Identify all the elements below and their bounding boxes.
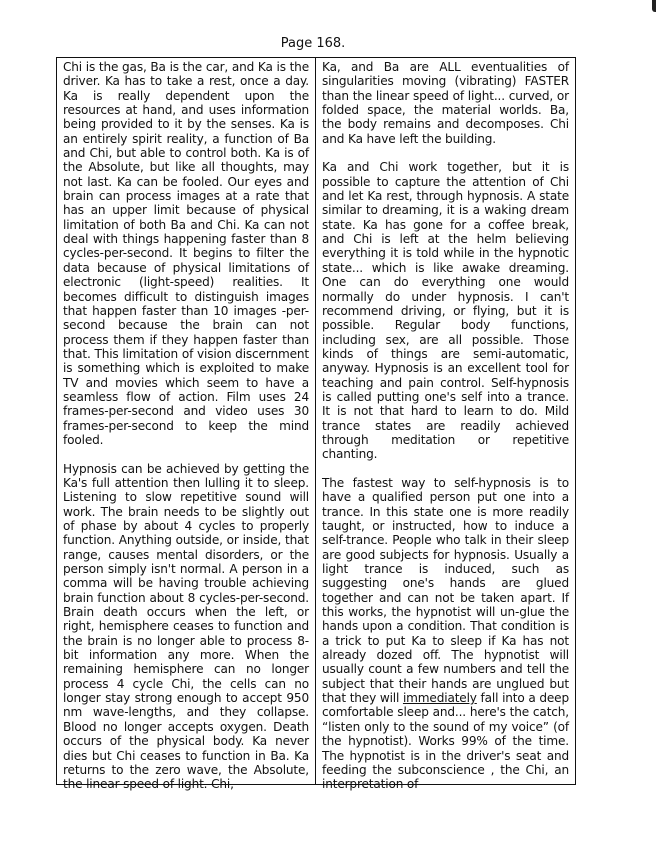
paragraph xyxy=(322,476,569,792)
left-column xyxy=(57,58,316,792)
page-number: Page 168. xyxy=(280,36,346,51)
paragraph: Chi is the gas, Ba is the car, and Ka is the driver. Ka has to take a rest, once a day. Ka is really dependent upon the resources at hand, and uses information being provided to it by the senses. Ka is an entirely spirit reality, a function of Ba and Chi, but able to control both. Ka is of the Absolute, but like all thoughts, may not last. Ka can be fooled. Our eyes and brain can process images at a rate that has an upper limit because of physical limitation of both Ba and Chi. Ka can not deal with things happening faster than 8 cycles-per-second. It begins to filter the data because of physical limitations of electronic (light-speed) realities. It becomes difficult to distinguish images that happen faster than 10 images -per-second because the brain can not process them if they happen faster than that. This limitation of vision discernment is something which is exploited to make TV and movies which seem to have a seamless flow of action. Film uses 24 frames-per-second and video uses 30 frames-per-second to keep the mind fooled. xyxy=(63,60,309,447)
scan-corner-mark xyxy=(652,0,656,12)
paragraph-text: The fastest way to self-hypnosis is to have a qualified person put one into a trance. In this state one is more readily taught, or instructed, how to induce a self-trance. People who talk in their sleep are good subjects for hypnosis. Usually a light trance is induced, such as suggesting one's hands are glued together and can not be taken apart. If this works, the hypnotist will un-glue the hands upon a condition. That condition is a trick to put Ka to sleep if Ka has not already dozed off. The hypnotist will usually count a few numbers and tell the subject that their hands are unglued but that they will xyxy=(322,475,569,706)
paragraph: Hypnosis can be achieved by getting the Ka's full attention then lulling it to sleep. Listening to slow repetitive sound will work. The brain needs to be slightly out of phase by about 4 cycles to properly function. Anything outside, or inside, that range, causes mental disorders, or the person simply isn't normal. A person in a comma will be having trouble achieving brain function about 8 cycles-per-second. Brain death occurs when the left, or right, hemisphere ceases to function and the brain is no longer able to process 8-bit information any more. When the remaining hemisphere can no longer process 4 cycle Chi, the cells can no longer stay strong enough to accept 950 nm wave-lengths, and they collapse. Blood no longer accepts oxygen. Death occurs of the physical body. Ka never dies but Chi ceases to function in Ba. Ka returns to the zero wave, the Absolute, the linear speed of light. Chi, xyxy=(63,461,309,792)
paragraph: Ka, and Ba are ALL eventualities of singularities moving (vibrating) FASTER than the linear speed of light... curved, or folded space, the material worlds. Ba, the body remains and decomposes. Chi and Ka have left the building. xyxy=(322,60,569,146)
underlined-word: immediately xyxy=(402,691,477,706)
two-column-text-box xyxy=(56,57,576,792)
right-column xyxy=(316,58,575,792)
paragraph: Ka and Chi work together, but it is possible to capture the attention of Chi and let Ka rest, through hypnosis. A state similar to dreaming, it is a waking dream state. Ka has gone for a coffee break, and Chi is left at the helm believing everything it is told while in the hypnotic state... which is like awake dreaming. One can do everything one would normally do under hypnosis. I can't recommend driving, or flying, but it is possible. Regular body functions, including sex, are all possible. Those kinds of things are semi-automatic, anyway. Hypnosis is an excellent tool for teaching and pain control. Self-hypnosis is called putting one's self into a trance. It is not that hard to learn to do. Mild trance states are readily achieved through meditation or repetitive chanting. xyxy=(322,160,569,462)
paragraph-text: fall into a deep comfortable sleep and... here's the catch, “listen only to the sound of my voice” (of the hypnotist). Works 99% of the time. The hypnotist is in the driver's seat and feeding the subconscience , the Chi, an interpretation of xyxy=(322,691,570,792)
